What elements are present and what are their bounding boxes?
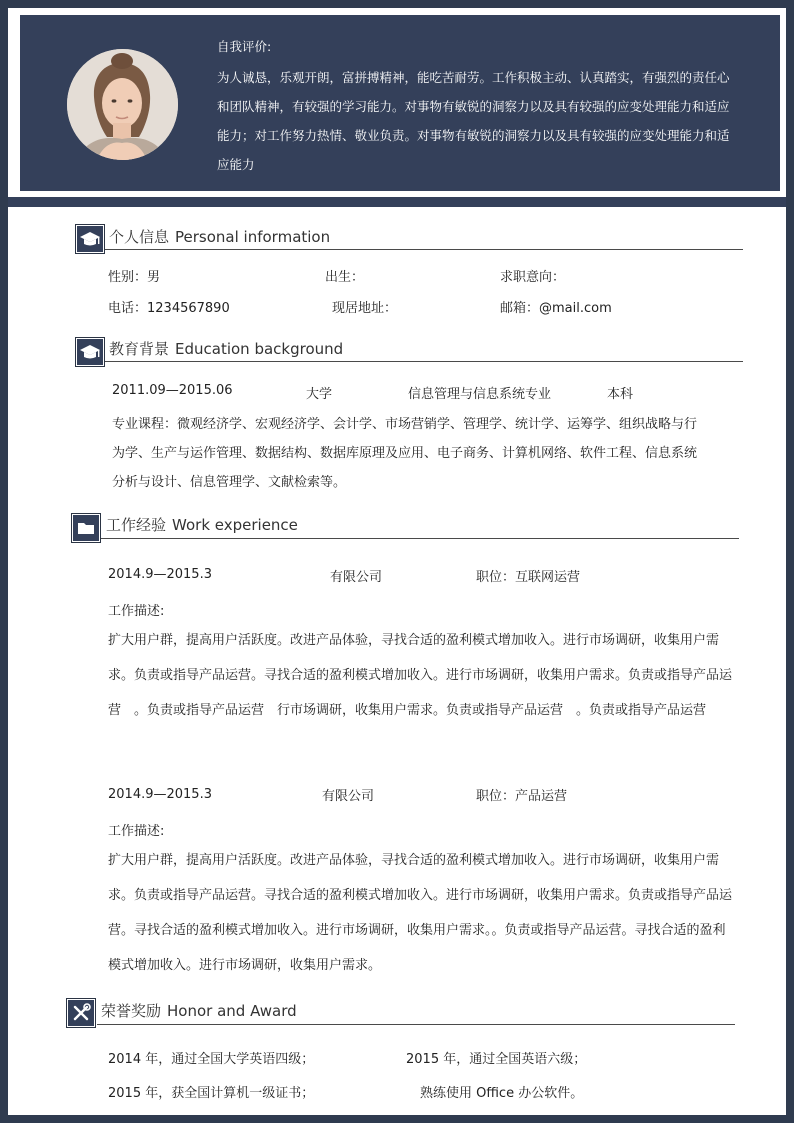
graduation-cap-icon xyxy=(75,337,105,367)
phone-field: 电话：1234567890 xyxy=(108,301,230,316)
award-item: 2015 年，通过全国英语六级； xyxy=(406,1052,587,1067)
email-field: 邮箱：@mail.com xyxy=(500,301,612,316)
education-courses: 分析与设计、信息管理学、文献检索等。 xyxy=(112,475,347,490)
graduation-cap-icon xyxy=(75,224,105,254)
job-company: 有限公司 xyxy=(330,570,383,585)
header-panel xyxy=(20,15,780,191)
section-divider xyxy=(105,361,743,362)
gender-field: 性别：男 xyxy=(108,270,161,285)
education-courses: 专业课程：微观经济学、宏观经济学、会计学、市场营销学、管理学、统计学、运筹学、组织战略与行 xyxy=(112,417,698,432)
job-desc-label: 工作描述: xyxy=(108,824,165,839)
award-item: 2015 年，获全国计算机一级证书； xyxy=(108,1086,315,1101)
job-position: 职位：产品运营 xyxy=(476,789,568,804)
avatar xyxy=(67,49,178,160)
folder-icon xyxy=(71,513,101,543)
award-item: 熟练使用 Office 办公软件。 xyxy=(420,1086,584,1101)
address-field: 现居地址： xyxy=(332,301,398,316)
job-desc-label: 工作描述: xyxy=(108,604,165,619)
section-title-honor: 荣誉奖励 Honor and Award xyxy=(101,1002,297,1020)
job-position: 职位：互联网运营 xyxy=(476,570,581,585)
education-major: 信息管理与信息系统专业 xyxy=(408,387,552,402)
job-company: 有限公司 xyxy=(322,789,375,804)
job-intent-field: 求职意向： xyxy=(500,270,566,285)
award-item: 2014 年，通过全国大学英语四级； xyxy=(108,1052,315,1067)
education-school: 大学 xyxy=(306,387,333,402)
section-divider xyxy=(101,538,739,539)
self-eval-title: 自我评价: xyxy=(217,39,272,54)
education-period: 2011.09—2015.06 xyxy=(112,383,233,398)
header-divider xyxy=(8,197,786,207)
section-title-personal: 个人信息 Personal information xyxy=(109,228,331,246)
section-divider xyxy=(105,249,743,250)
section-divider xyxy=(97,1024,735,1025)
job-period: 2014.9—2015.3 xyxy=(108,567,212,582)
job-description: 扩大用户群，提高用户活跃度。改进产品体验，寻找合适的盈利模式增加收入。进行市场调研，收集用户需求。负责或指导产品运营。寻找合适的盈利模式增加收入。进行市场调研，收集用户需求。负责或指导产品运营 。负责或指导产品运营 行市场调研，收集用户需求。负责或指导产品运营 。负责或指导产品运营 xyxy=(108,633,733,718)
job-period: 2014.9—2015.3 xyxy=(108,787,212,802)
education-degree: 本科 xyxy=(607,387,634,402)
tools-icon xyxy=(66,998,96,1028)
birth-field: 出生： xyxy=(325,270,365,285)
section-title-work: 工作经验 Work experience xyxy=(106,516,298,534)
section-title-education: 教育背景 Education background xyxy=(109,340,344,358)
self-eval-text: 为人诚恳，乐观开朗，富拼搏精神，能吃苦耐劳。工作积极主动、认真踏实，有强烈的责任心和团队精神，有较强的学习能力。对事物有敏锐的洞察力以及具有较强的应变处理能力和适应能力；对工作努力热情、敬业负责。对事物有敏锐的洞察力以及具有较强的应变处理能力和适应能力 xyxy=(217,70,730,172)
education-courses: 为学、生产与运作管理、数据结构、数据库原理及应用、电子商务、计算机网络、软件工程、信息系统 xyxy=(112,446,698,461)
job-description: 扩大用户群，提高用户活跃度。改进产品体验，寻找合适的盈利模式增加收入。进行市场调研，收集用户需求。负责或指导产品运营。寻找合适的盈利模式增加收入。进行市场调研，收集用户需求。负责或指导产品运营。寻找合适的盈利模式增加收入。进行市场调研，收集用户需求。。负责或指导产品运营。寻找合适的盈利模式增加收入。进行市场调研，收集用户需求。 xyxy=(108,853,733,973)
